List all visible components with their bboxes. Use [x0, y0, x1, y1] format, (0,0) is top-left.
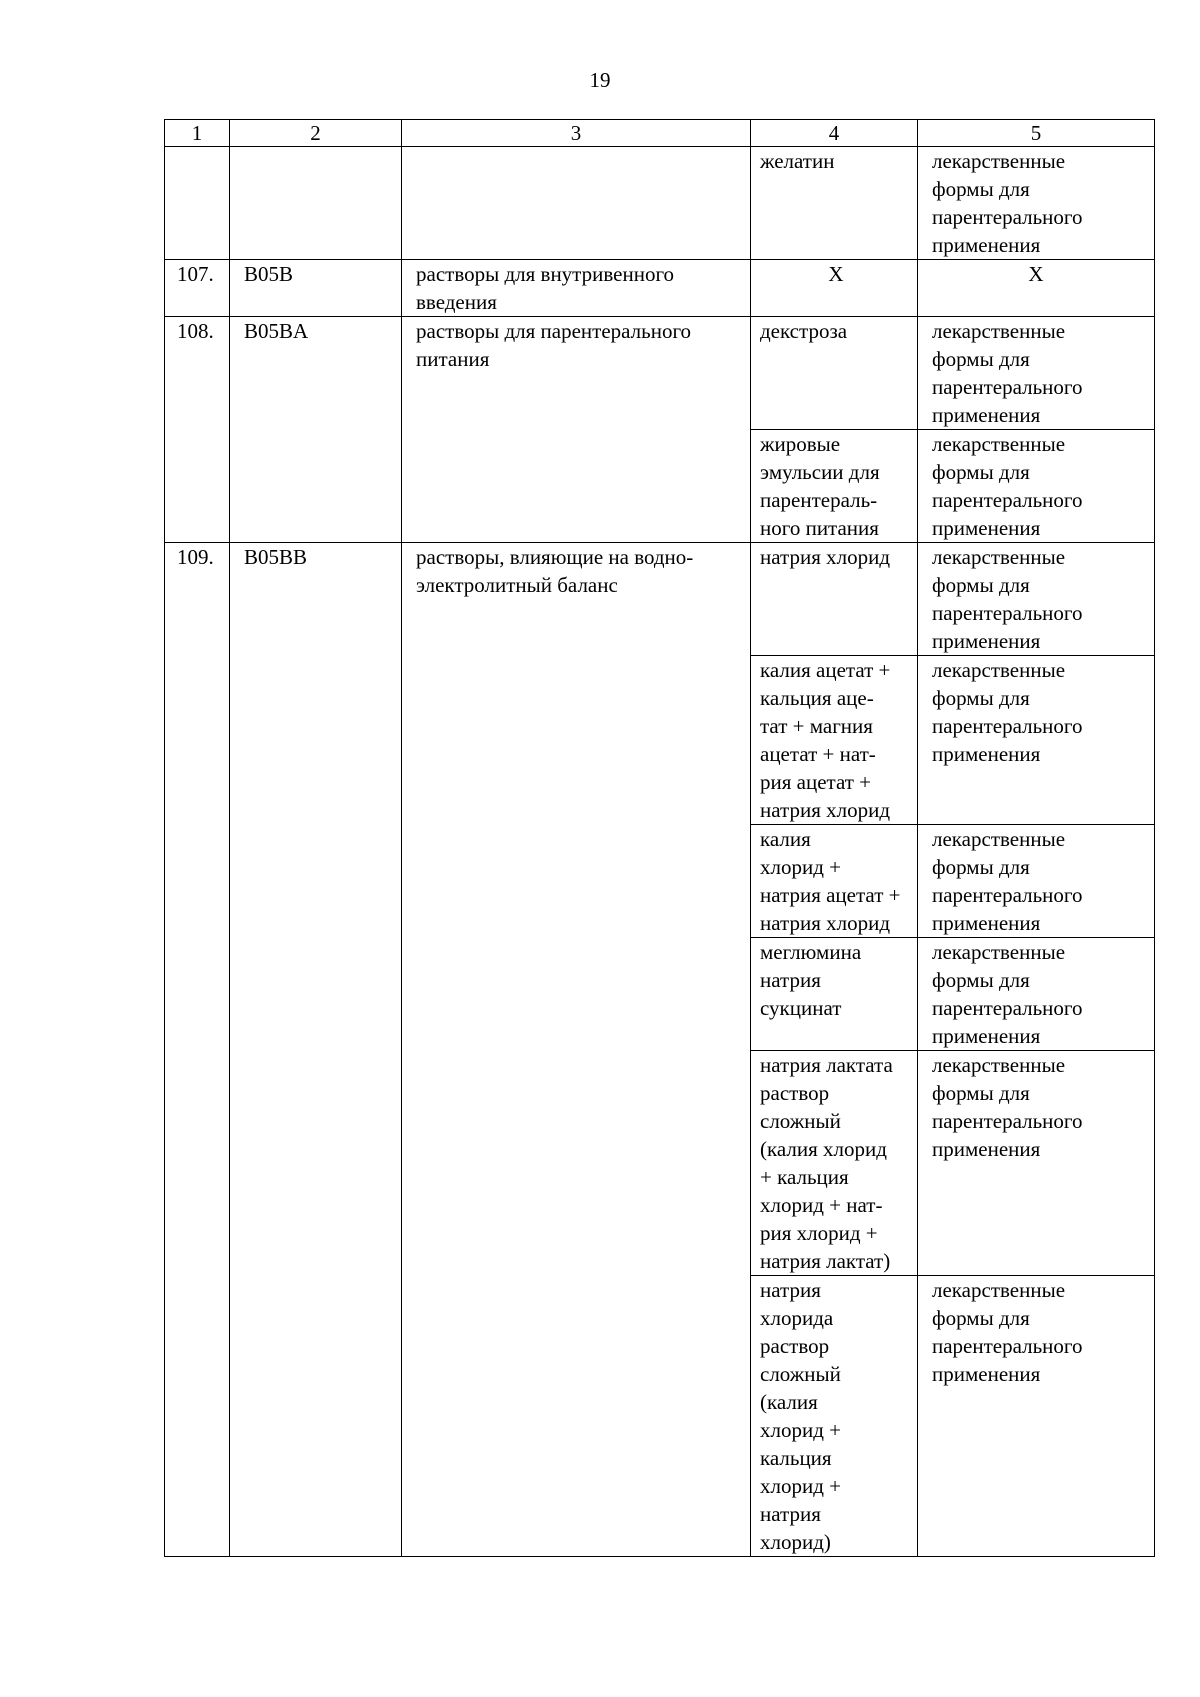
table-row — [165, 317, 1155, 430]
dosage-form-cell: лекарственные формы для парентерального применения — [918, 656, 1155, 825]
substance-cell: натрия лактата раствор сложный (калия хлорид + кальция хлорид + нат- рия хлорид + натрия лактат) — [751, 1051, 918, 1276]
column-header: 1 — [165, 120, 230, 147]
atc-code-cell: B05B — [230, 260, 402, 317]
substance-cell: декстроза — [751, 317, 918, 430]
atc-code-cell — [230, 147, 402, 260]
dosage-form-cell: лекарственные формы для парентерального применения — [918, 543, 1155, 656]
row-number-cell: 107. — [165, 260, 230, 317]
header-row — [165, 120, 1155, 147]
row-number-cell: 108. — [165, 317, 230, 543]
table-row — [165, 260, 1155, 317]
column-header: 4 — [751, 120, 918, 147]
dosage-form-cell: X — [918, 260, 1155, 317]
substance-cell: желатин — [751, 147, 918, 260]
dosage-form-cell: лекарственные формы для парентерального применения — [918, 938, 1155, 1051]
dosage-form-cell: лекарственные формы для парентерального применения — [918, 825, 1155, 938]
table-row — [165, 147, 1155, 260]
column-header: 2 — [230, 120, 402, 147]
row-number-cell: 109. — [165, 543, 230, 1557]
substance-cell: натрия хлорида раствор сложный (калия хлорид + кальция хлорид + натрия хлорид) — [751, 1276, 918, 1557]
group-name-cell: растворы, влияющие на водно- электролитный баланс — [402, 543, 751, 1557]
column-header: 5 — [918, 120, 1155, 147]
substance-cell: калия хлорид + натрия ацетат + натрия хлорид — [751, 825, 918, 938]
page-number: 19 — [589, 68, 611, 92]
dosage-form-cell: лекарственные формы для парентерального применения — [918, 147, 1155, 260]
substance-cell: калия ацетат + кальция аце- тат + магния ацетат + нат- рия ацетат + натрия хлорид — [751, 656, 918, 825]
drug-table — [164, 119, 1155, 1557]
table-row — [165, 543, 1155, 656]
dosage-form-cell: лекарственные формы для парентерального применения — [918, 1276, 1155, 1557]
substance-cell: натрия хлорид — [751, 543, 918, 656]
group-name-cell — [402, 147, 751, 260]
dosage-form-cell: лекарственные формы для парентерального применения — [918, 317, 1155, 430]
substance-cell: меглюмина натрия сукцинат — [751, 938, 918, 1051]
row-number-cell — [165, 147, 230, 260]
dosage-form-cell: лекарственные формы для парентерального применения — [918, 1051, 1155, 1276]
substance-cell: жировые эмульсии для парентераль- ного питания — [751, 430, 918, 543]
atc-code-cell: B05BA — [230, 317, 402, 543]
dosage-form-cell: лекарственные формы для парентерального применения — [918, 430, 1155, 543]
substance-cell: X — [751, 260, 918, 317]
group-name-cell: растворы для парентерального питания — [402, 317, 751, 543]
group-name-cell: растворы для внутривенного введения — [402, 260, 751, 317]
column-header: 3 — [402, 120, 751, 147]
atc-code-cell: B05BB — [230, 543, 402, 1557]
